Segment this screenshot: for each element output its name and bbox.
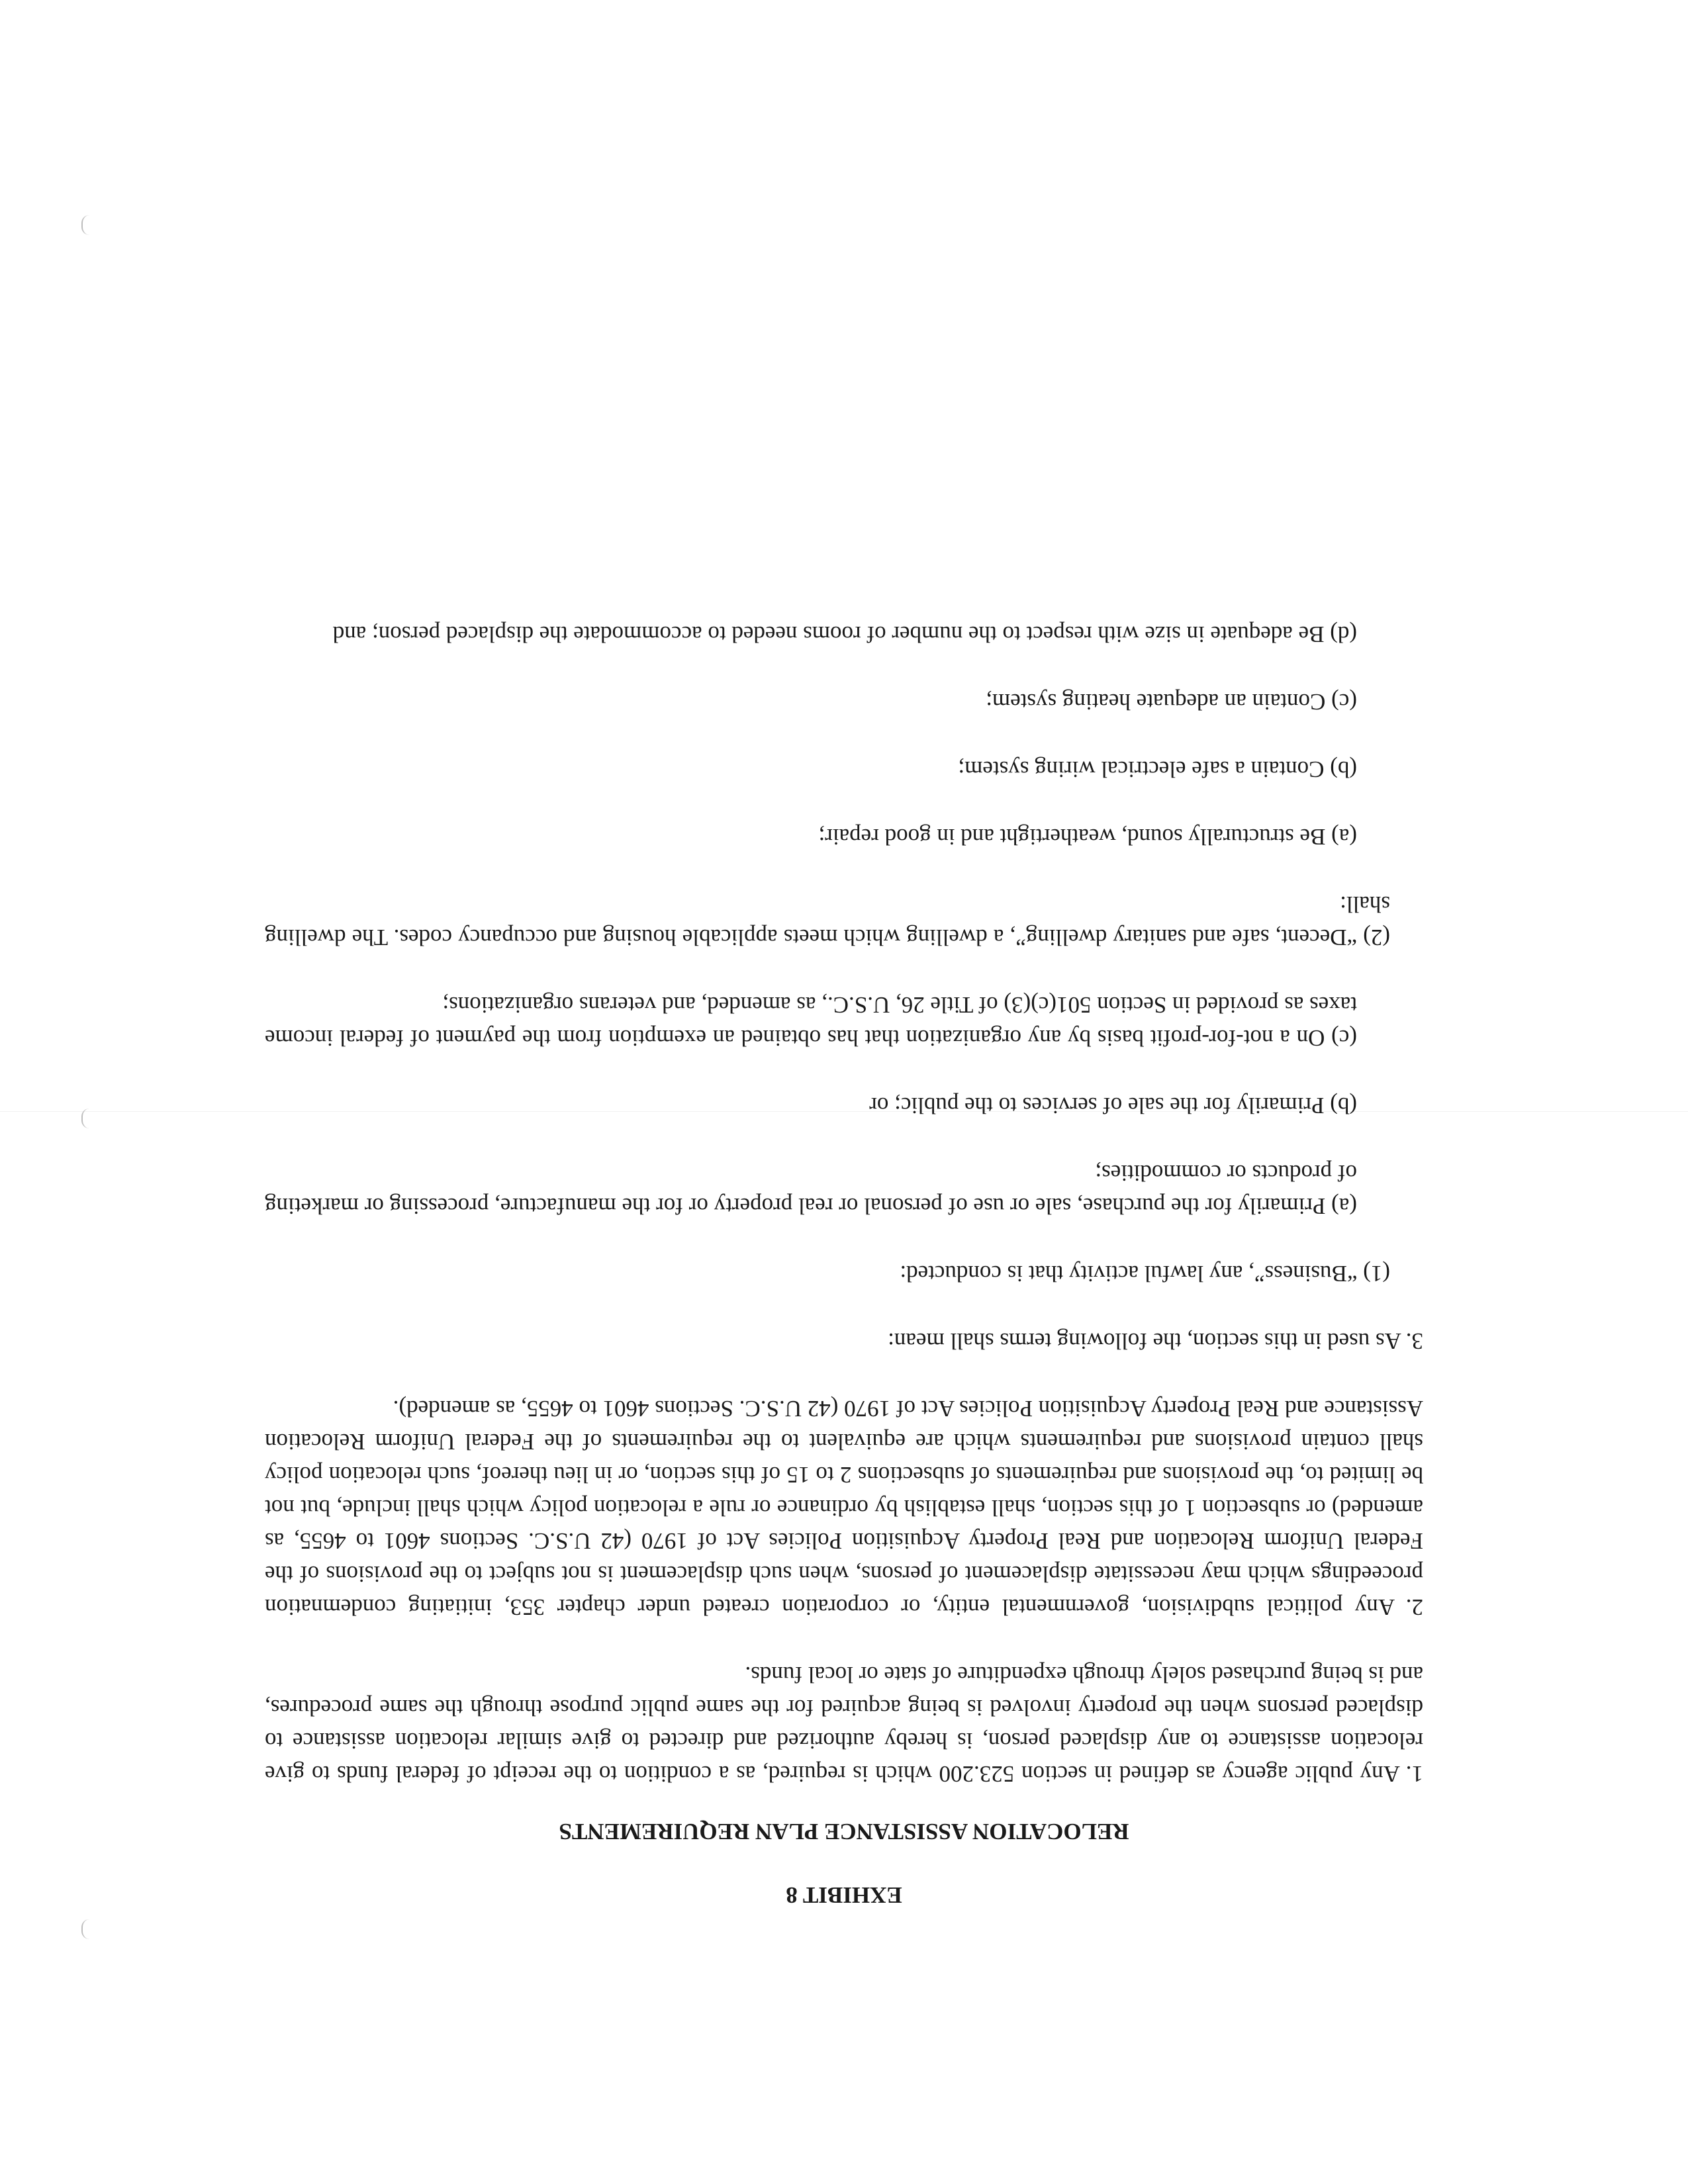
definition-dwelling-b: (b) Contain a safe electrical wiring system; <box>958 756 1357 782</box>
document-body <box>265 583 1423 1909</box>
binder-hole-mark <box>81 1919 89 1939</box>
definition-business-c: (c) On a not-for-profit basis by any organization that has obtained an exemption from the payment of federal income taxes as provided in Section 501(c)(3) of Title 26, U.S.C., as amended, and veterans organizations; <box>265 992 1357 1051</box>
paragraph-2: 2. Any political subdivision, governmental entity, or corporation created under chapter 353, initiating condemnation proceedings which may necessitate displacement of persons, when such displacement is not subject to the provisions of the Federal Uniform Relocation and Real Property Acquisition Policies Act of 1970 (42 U.S.C. Sections 4601 to 4655, as amended) or subsection 1 of this section, shall establish by ordinance or rule a relocation policy which shall include, but not be limited to, the provisions and requirements of subsections 2 to 15 of this section, or in lieu thereof, such relocation policy shall contain provisions and requirements which are equivalent to the requirements of the Federal Uniform Relocation Assistance and Real Property Acquisition Policies Act of 1970 (42 U.S.C. Sections 4601 to 4655, as amended). <box>265 1396 1423 1620</box>
binder-hole-mark <box>81 215 89 235</box>
document-title: RELOCATION ASSISTANCE PLAN REQUIREMENTS <box>559 1819 1129 1844</box>
exhibit-title: EXHIBIT 8 <box>786 1882 902 1908</box>
definition-dwelling-a: (a) Be structurally sound, weathertight and in good repair; <box>818 824 1357 850</box>
paragraph-3: 3. As used in this section, the following terms shall mean: <box>888 1328 1423 1354</box>
definition-business-a: (a) Primarily for the purchase, sale or use of personal or real property or for the manufacture, processing or marketing of products or commodities; <box>265 1160 1357 1219</box>
definition-dwelling-c: (c) Contain an adequate heating system; <box>986 689 1357 715</box>
definition-business-b: (b) Primarily for the sale of services to the public; or <box>869 1093 1357 1118</box>
definition-dwelling: (2) “Decent, safe and sanitary dwelling”, a dwelling which meets applicable housing and occupancy codes. The dwelling shall: <box>265 891 1390 950</box>
definition-business: (1) “Business”, any lawful activity that is conducted: <box>900 1261 1390 1287</box>
paragraph-1: 1. Any public agency as defined in section 523.200 which is required, as a condition to the receipt of federal funds to give relocation assistance to any displaced person, is hereby authorized and directed to give similar relocation assistance to displaced persons when the property involved is being acquired for the same public purpose through the same procedures, and is being purchased solely through expenditure of state or local funds. <box>265 1662 1423 1787</box>
definition-dwelling-d: (d) Be adequate in size with respect to the number of rooms needed to accommodate the displaced person; and <box>332 621 1357 647</box>
binder-hole-mark <box>81 1109 89 1128</box>
